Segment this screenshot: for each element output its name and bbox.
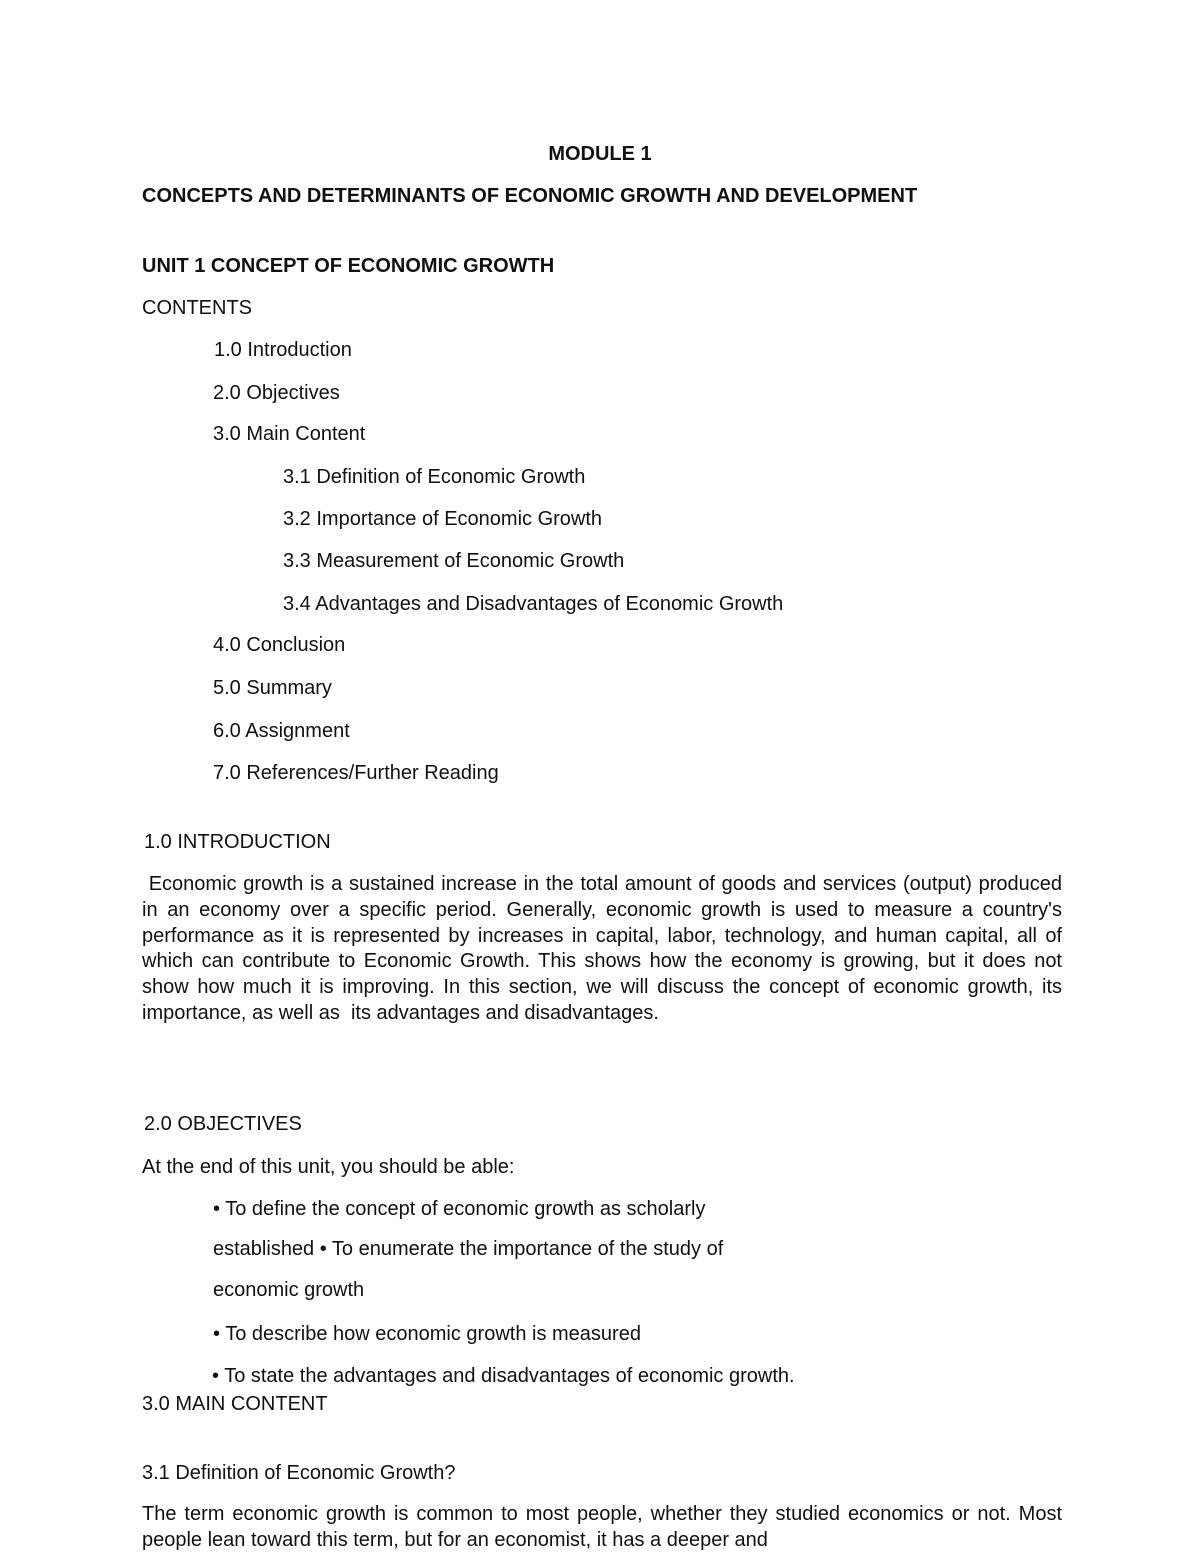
objective-line: established • To enumerate the importance of the study of (213, 1238, 724, 1260)
module-title: MODULE 1 (548, 143, 652, 165)
objective-line: • To describe how economic growth is measured (213, 1323, 641, 1345)
objectives-heading: 2.0 OBJECTIVES (144, 1113, 302, 1135)
toc-item: 3.0 Main Content (213, 423, 366, 445)
introduction-paragraph: Economic growth is a sustained increase in the total amount of goods and services (output) produced in an economy over a specific period. Generally, economic growth is used to measure a country's performance as it is represented by increases in capital, labor, technology, and human capital, all of which can contribute to Economic Growth. This shows how the economy is growing, but it does not show how much it is improving. In this section, we will discuss the concept of economic growth, its importance, as well as its advantages and disadvantages. (142, 873, 1068, 1024)
unit-heading: UNIT 1 CONCEPT OF ECONOMIC GROWTH (142, 255, 555, 277)
definition-heading: 3.1 Definition of Economic Growth? (142, 1462, 456, 1484)
toc-item: 3.3 Measurement of Economic Growth (283, 550, 625, 572)
main-content-heading: 3.0 MAIN CONTENT (142, 1393, 328, 1415)
toc-item: 3.2 Importance of Economic Growth (283, 508, 603, 530)
toc-item: 5.0 Summary (213, 677, 332, 699)
objective-line: • To state the advantages and disadvantages of economic growth. (212, 1365, 795, 1387)
introduction-heading: 1.0 INTRODUCTION (144, 831, 331, 853)
objectives-lead: At the end of this unit, you should be able: (142, 1156, 515, 1178)
toc-item: 2.0 Objectives (213, 382, 340, 404)
toc-item: 3.1 Definition of Economic Growth (283, 466, 586, 488)
contents-label: CONTENTS (142, 297, 252, 319)
module-subtitle: CONCEPTS AND DETERMINANTS OF ECONOMIC GROWTH AND DEVELOPMENT (142, 185, 918, 207)
definition-paragraph: The term economic growth is common to most people, whether they studied economics or not. Most people lean toward this term, but for an economist, it has a deeper and (142, 1503, 1062, 1551)
objective-line: economic growth (213, 1279, 365, 1301)
toc-item: 1.0 Introduction (214, 339, 352, 361)
toc-item: 6.0 Assignment (213, 720, 350, 742)
toc-item: 4.0 Conclusion (213, 634, 346, 656)
toc-item: 3.4 Advantages and Disadvantages of Economic Growth (283, 593, 784, 615)
toc-item: 7.0 References/Further Reading (213, 762, 499, 784)
objective-line: • To define the concept of economic growth as scholarly (213, 1198, 706, 1220)
